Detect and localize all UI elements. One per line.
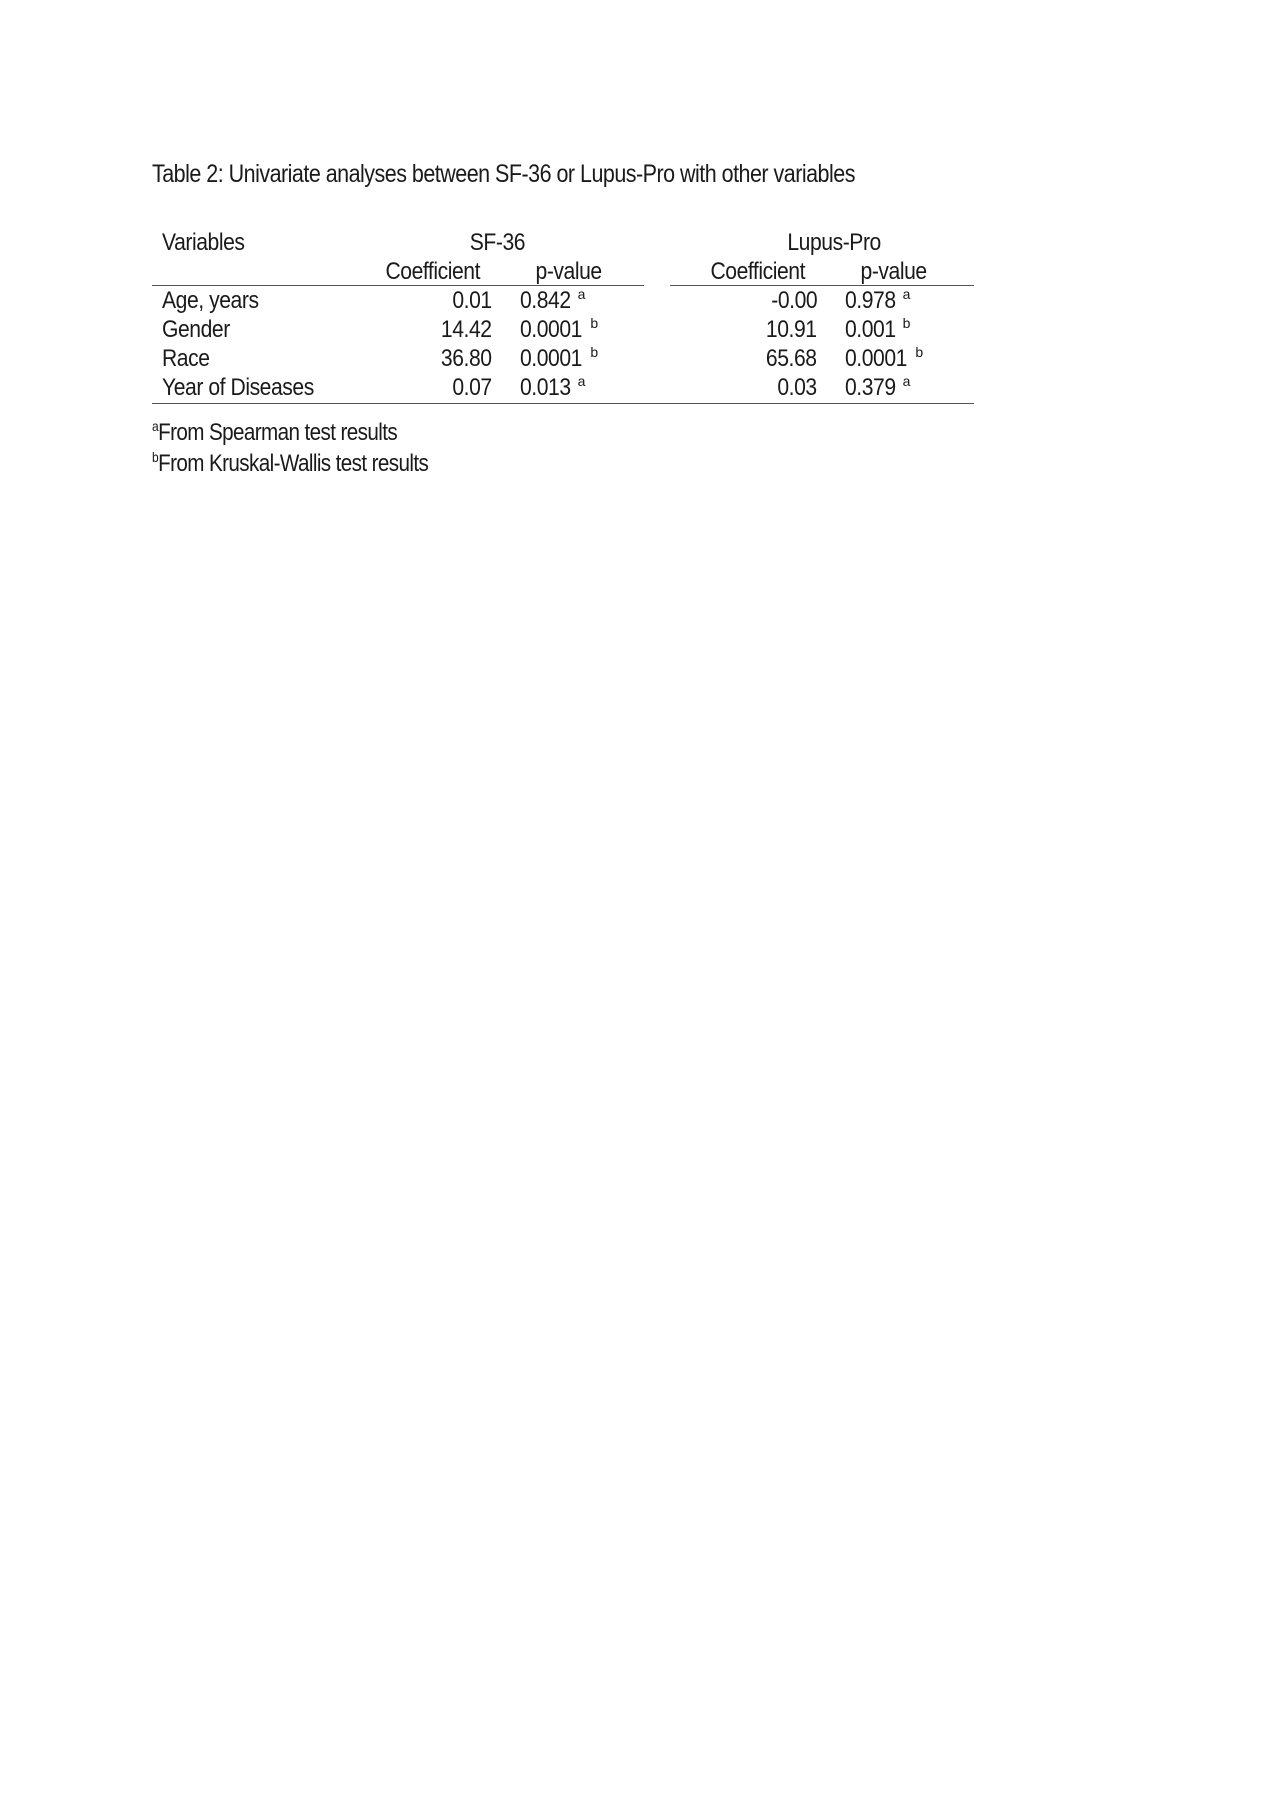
header-sf36-coefficient-text: Coefficient — [385, 258, 480, 285]
row-sf36-pvalue-footnote-mark: a — [577, 373, 585, 389]
header-sf36-pvalue — [524, 257, 614, 286]
header-variables — [162, 228, 256, 257]
row-lp-coefficient-value: -0.00 — [771, 287, 817, 314]
row-sf36-pvalue-value: 0.0001 — [520, 345, 582, 372]
row-sf36-coefficient-value: 0.07 — [452, 374, 492, 401]
footnote-a-text: From Spearman test results — [158, 419, 398, 446]
header-lp-pvalue-text: p-value — [860, 258, 928, 285]
header-lp-coefficient — [695, 257, 820, 286]
row-sf36-coefficient — [392, 344, 492, 373]
row-variable — [162, 315, 239, 344]
header-lupus-pro-text: Lupus-Pro — [787, 229, 881, 256]
row-lp-coefficient — [717, 373, 817, 402]
row-variable — [162, 344, 216, 373]
row-sf36-pvalue — [520, 286, 585, 315]
row-sf36-coefficient-value: 14.42 — [441, 316, 492, 343]
header-sf36-coefficient — [370, 257, 495, 286]
row-lp-pvalue-value: 0.379 — [845, 374, 896, 401]
header-lp-pvalue — [849, 257, 939, 286]
row-variable-value: Year of Diseases — [162, 374, 314, 401]
row-sf36-coefficient-value: 0.01 — [452, 287, 492, 314]
row-sf36-pvalue — [520, 344, 598, 373]
row-lp-coefficient-value: 10.91 — [766, 316, 817, 343]
footnote-a-mark: a — [152, 418, 159, 434]
table-bottom-rule — [152, 403, 974, 404]
row-variable-value: Gender — [162, 316, 230, 343]
row-sf36-coefficient-value: 36.80 — [441, 345, 492, 372]
row-sf36-pvalue — [520, 373, 585, 402]
row-lp-coefficient-value: 0.03 — [777, 374, 817, 401]
row-lp-pvalue — [845, 315, 910, 344]
row-sf36-pvalue-value: 0.842 — [520, 287, 571, 314]
row-lp-coefficient — [717, 344, 817, 373]
row-lp-coefficient-value: 65.68 — [766, 345, 817, 372]
header-sf36-text: SF-36 — [469, 229, 525, 256]
row-lp-pvalue — [845, 373, 910, 402]
row-sf36-coefficient — [392, 373, 492, 402]
row-lp-pvalue-value: 0.001 — [845, 316, 896, 343]
row-lp-pvalue-footnote-mark: a — [902, 373, 910, 389]
row-lp-pvalue-footnote-mark: b — [902, 315, 910, 331]
header-sf36 — [447, 228, 547, 257]
footnote-b-text: From Kruskal-Wallis test results — [158, 450, 429, 477]
table-caption: Table 2: Univariate analyses between SF-36 or Lupus-Pro with other variables — [152, 160, 855, 188]
row-sf36-pvalue — [520, 315, 598, 344]
row-lp-pvalue-value: 0.0001 — [845, 345, 907, 372]
row-sf36-pvalue-value: 0.0001 — [520, 316, 582, 343]
header-sf36-pvalue-text: p-value — [535, 258, 603, 285]
row-lp-coefficient — [717, 315, 817, 344]
row-variable-value: Race — [162, 345, 210, 372]
row-lp-pvalue-value: 0.978 — [845, 287, 896, 314]
row-sf36-pvalue-footnote-mark: b — [590, 315, 598, 331]
row-sf36-pvalue-footnote-mark: b — [590, 344, 598, 360]
row-sf36-coefficient — [392, 315, 492, 344]
header-variables-text: Variables — [162, 229, 245, 256]
row-lp-pvalue — [845, 344, 923, 373]
row-lp-coefficient — [717, 286, 817, 315]
header-rule-right — [670, 285, 974, 286]
row-lp-pvalue-footnote-mark: b — [915, 344, 923, 360]
header-lupus-pro — [744, 228, 924, 257]
row-sf36-coefficient — [392, 286, 492, 315]
footnote-b-mark: b — [152, 449, 159, 465]
row-sf36-pvalue-value: 0.013 — [520, 374, 571, 401]
row-lp-pvalue — [845, 286, 910, 315]
header-lp-coefficient-text: Coefficient — [710, 258, 805, 285]
row-variable-value: Age, years — [162, 287, 259, 314]
row-variable — [162, 373, 335, 402]
row-variable — [162, 286, 272, 315]
footnote-a — [152, 419, 397, 447]
row-lp-pvalue-footnote-mark: a — [902, 286, 910, 302]
footnote-b — [152, 450, 428, 478]
row-sf36-pvalue-footnote-mark: a — [577, 286, 585, 302]
